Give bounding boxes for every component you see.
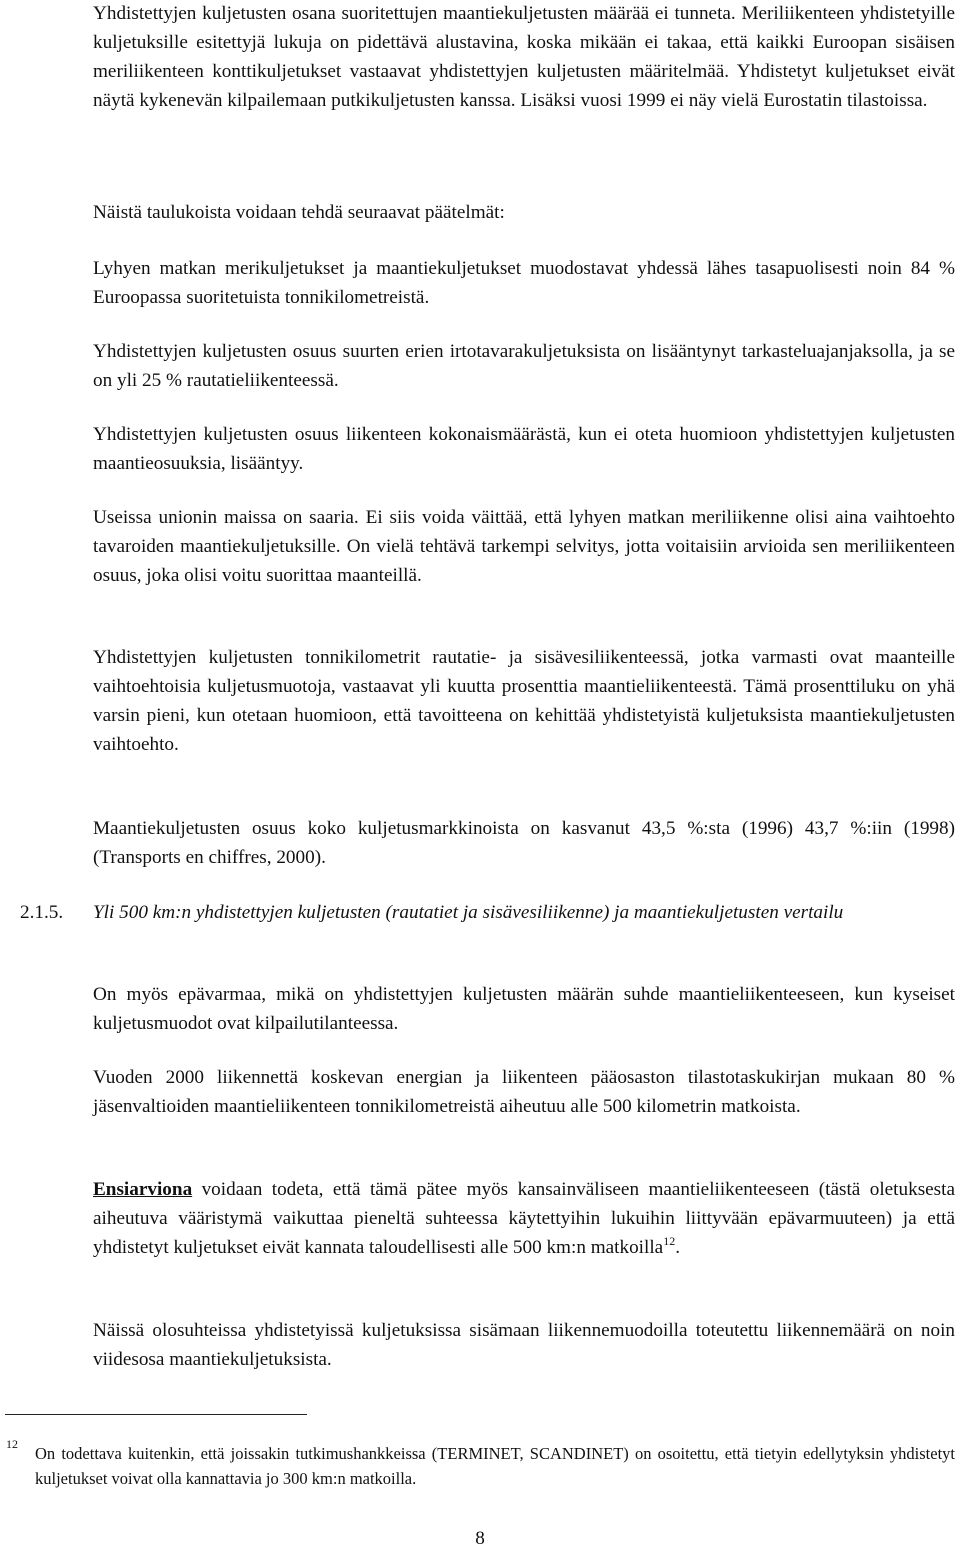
section-title: Yli 500 km:n yhdistettyjen kuljetusten (rautatiet ja sisävesiliikenne) ja maantiekuljetusten vertailu [93,902,844,923]
paragraph-islands: Useissa unionin maissa on saaria. Ei siis voida väittää, että lyhyen matkan meriliikenne olisi aina vaihtoehto tavaroiden maantiekuljetuksille. On vielä tehtävä tarkempi selvitys, jotta voitaisiin arvioida sen meriliikenteen osuus, joka olisi voitu suorittaa maanteillä. [93,507,955,586]
paragraph-road-share: Maantiekuljetusten osuus koko kuljetusmarkkinoista on kasvanut 43,5 %:sta (1996) 43,7 %:iin (1998) (Transports en chiffres, 2000). [93,818,955,868]
paragraph-final: Näissä olosuhteissa yhdistetyissä kuljetuksissa sisämaan liikennemuodoilla toteutettu liikennemäärä on noin viidesosa maantiekuljetuksista. [93,1320,955,1370]
estimate-lead: Ensiarviona [93,1179,193,1200]
section-number: 2.1.5. [20,902,64,923]
estimate-end: . [675,1237,680,1258]
page-number: 8 [475,1528,485,1549]
paragraph-bulk-share: Yhdistettyjen kuljetusten osuus suurten erien irtotavarakuljetuksista on lisääntynyt tarkasteluajanjaksolla, ja se on yli 25 % rautatieliikenteessä. [93,341,955,391]
footnote-number: 12 [6,1437,18,1451]
paragraph-total-share: Yhdistettyjen kuljetusten osuus liikenteen kokonaismäärästä, kun ei oteta huomioon yhdistettyjen kuljetusten maantieosuuksia, lisääntyy. [93,424,955,474]
paragraph-tonne-km: Yhdistettyjen kuljetusten tonnikilometrit rautatie- ja sisävesiliikenteessä, jotka varmasti ovat maanteille vaihtoehtoisia kuljetusmuotoja, vastaavat yli kuutta prosenttia maantieliikenteestä. Tämä prosenttiluku on yhä varsin pieni, kun otetaan huomioon, että tavoitteena on kehittää yhdistetyistä kuljetuksista maantiekuljetusten vaihtoehto. [93,647,955,755]
footnote-text: On todettava kuitenkin, että joissakin tutkimushankkeissa (TERMINET, SCANDINET) on osoitettu, että tietyin edellytyksin yhdistetyt kuljetukset voivat olla kannattavia jo 300 km:n matkoilla. [35,1444,955,1488]
paragraph-statistics: Vuoden 2000 liikennettä koskevan energian ja liikenteen pääosaston tilastotaskukirjan mukaan 80 % jäsenvaltioiden maantieliikenteen tonnikilometreistä aiheutuu alle 500 kilometrin matkoista. [93,1067,955,1117]
paragraph-intro: Yhdistettyjen kuljetusten osana suoritettujen maantiekuljetusten määrää ei tunneta. Meriliikenteen yhdistetyille kuljetuksille esitettyjä lukuja on pidettävä alustavina, koska mikään ei takaa, että kaikki Euroopan sisäisen meriliikenteen konttikuljetukset vastaavat yhdistettyjen kuljetusten määritelmää. Yhdistetyt kuljetukset eivät näytä kykenevän kilpailemaan putkikuljetusten kanssa. Lisäksi vuosi 1999 ei näy vielä Eurostatin tilastoissa. [93,3,955,111]
paragraph-uncertain: On myös epävarmaa, mikä on yhdistettyjen kuljetusten määrän suhde maantieliikenteeseen, kun kyseiset kuljetusmuodot ovat kilpailutilanteessa. [93,984,955,1034]
paragraph-conclusions-lead: Näistä taulukoista voidaan tehdä seuraavat päätelmät: [93,202,505,223]
footnote-reference[interactable]: 12 [663,1234,676,1248]
estimate-text: voidaan todeta, että tämä pätee myös kansainväliseen maantieliikenteeseen (tästä oletuksesta aiheutuva vääristymä vaikuttaa pieneltä suhteessa käytettyihin lukuihin liittyvään epävarmuuteen) ja että yhdistetyt kuljetukset eivät kannata taloudellisesti alle 500 km:n matkoilla [93,1179,955,1258]
footnote-divider [5,1414,307,1415]
paragraph-estimate [93,1175,955,1262]
paragraph-short-sea: Lyhyen matkan merikuljetukset ja maantiekuljetukset muodostavat yhdessä lähes tasapuolisesti noin 84 % Euroopassa suoritetuista tonnikilometreistä. [93,258,955,308]
